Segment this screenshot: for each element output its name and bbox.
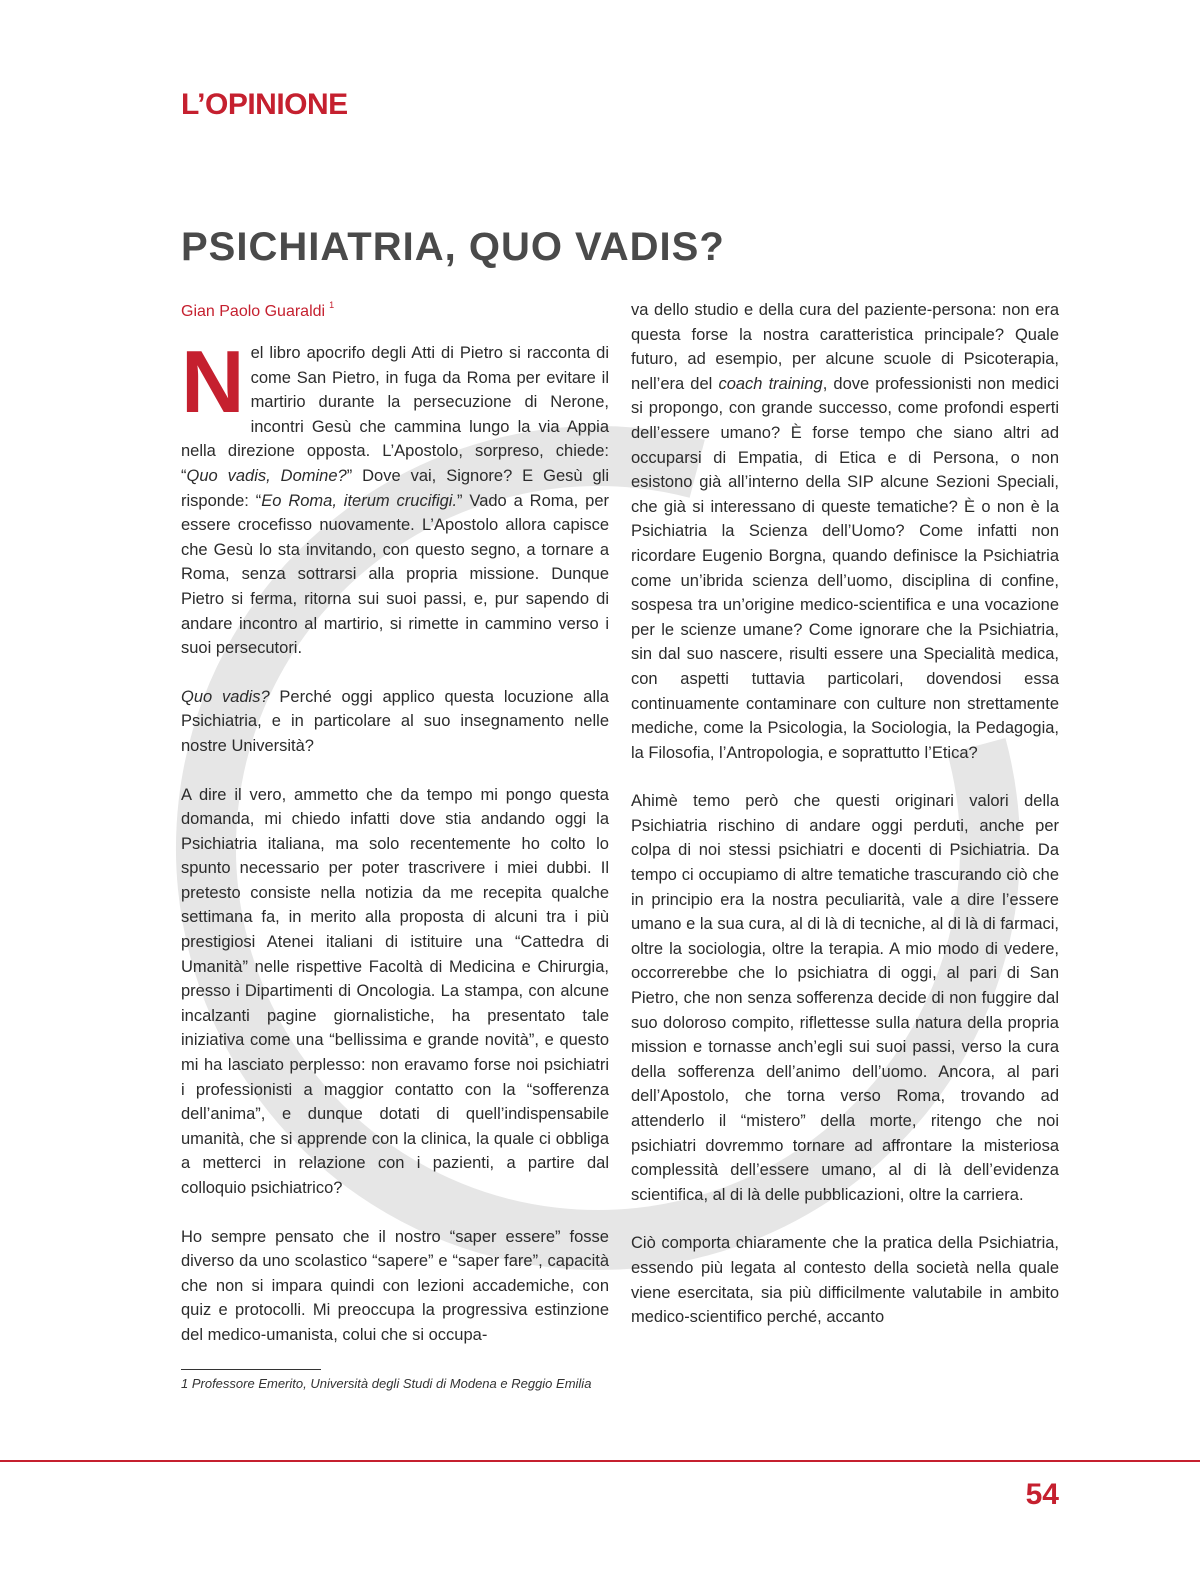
author-line — [181, 300, 334, 321]
paragraph: Quo vadis? Perché oggi applico questa locuzione alla Psichiatria, e in particolare al suo insegnamento nelle nostre Università? — [181, 687, 609, 755]
paragraph: Ho sempre pensato che il nostro “saper essere” fosse diverso da uno scolastico “sapere” e “saper fare”, capacità che non si impara quindi con lezioni accademiche, con quiz e protocolli. Mi preoccupa la progressiva estinzione del medico-umanista, colui che si occupa- — [181, 1227, 609, 1344]
footer-divider — [0, 1460, 1200, 1462]
right-column — [631, 298, 1059, 1330]
paragraph: Nel libro apocrifo degli Atti di Pietro si racconta di come San Pietro, in fuga da Roma per evitare il martirio durante la persecuzione di Nerone, incontri Gesù che cammina lungo la via Appia nella direzione opposta. L’Apostolo, sorpreso, chiede: “Quo vadis, Domine?” Dove vai, Signore? E Gesù gli risponde: “Eo Roma, iterum crucifigi.” Vado a Roma, per essere crocefisso nuovamente. L’Apostolo allora capisce che Gesù lo sta invitando, con questo segno, a tornare a Roma, senza sottrarsi alla propria missione. Dunque Pietro si ferma, ritorna sui suoi passi, e, pur sapendo di andare incontro al martirio, si rimette in cammino verso i suoi persecutori. — [181, 332, 609, 658]
footnote: 1 Professore Emerito, Università degli Studi di Modena e Reggio Emilia — [181, 1376, 592, 1391]
footnote-divider — [181, 1369, 321, 1370]
drop-cap: N — [181, 332, 245, 431]
page-number: 54 — [1025, 1478, 1059, 1511]
article-title: PSICHIATRIA, QUO VADIS? — [181, 225, 725, 269]
paragraph: A dire il vero, ammetto che da tempo mi pongo questa domanda, mi chiedo infatti dove stia andando oggi la Psichiatria italiana, ma solo recentemente ho colto lo spunto necessario per poter trascrivere i miei dubbi. Il pretesto consiste nella notizia da me recepita qualche settimana fa, in merito alla proposta di alcuni tra i più prestigiosi Atenei italiani di istituire una “Cattedra di Umanità” nelle rispettive Facoltà di Medicina e Chirurgia, presso i Dipartimenti di Oncologia. La stampa, con alcune incalzanti pagine giornalistiche, ha presentato tale iniziativa come una “bellissima e grande novità”, e questo mi ha lasciato perplesso: non eravamo forse noi psichiatri i professionisti a maggior contatto con la “sofferenza dell’anima”, e dunque dotati di quell’indispensabile umanità, che si apprende con la clinica, la quale ci obbliga a metterci in relazione con i pazienti, a partire dal colloquio psichiatrico? — [181, 785, 609, 1197]
section-label: L’OPINIONE — [181, 88, 348, 121]
author-footnote-mark: 1 — [329, 300, 335, 310]
paragraph: va dello studio e della cura del paziente-persona: non era questa forse la nostra caratteristica principale? Quale futuro, ad esempio, per alcune scuole di Psicoterapia, nell’era del coach training, dove professionisti non medici si propongo, con grande successo, come profondi esperti dell’essere umano? È forse tempo che siano altri ad occuparsi di Empatia, di Etica e di Persona, o non esistono già all’interno della SIP alcune Sezioni Speciali, che già si interessano di queste tematiche? È o non è la Psichiatria la Scienza dell’Uomo? Come infatti non ricordare Eugenio Borgna, quando definisce la Psichiatria come un’ibrida scienza dell’uomo, disciplina di confine, sospesa tra un’origine medico-scientifica e una vocazione per le scienze umane? Come ignorare che la Psichiatria, sin dal suo nascere, risulti essere una Specialità medica, con aspetti tuttavia particolari, dovendosi essa continuamente contaminare con culture non strettamente mediche, come la Psicologia, la Sociologia, la Pedagogia, la Filosofia, l’Antropologia, e soprattutto l’Etica? — [631, 301, 1060, 762]
paragraph: Ciò comporta chiaramente che la pratica della Psichiatria, essendo più legata al contesto della società nella quale viene esercitata, sia più difficilmente valutabile in ambito medico-scientifico perché, accanto — [631, 1234, 1059, 1327]
left-column — [181, 332, 609, 1348]
paragraph: Ahimè temo però che questi originari valori della Psichiatria rischino di andare oggi perduti, anche per colpa di noi stessi psichiatri e docenti di Psichiatria. Da tempo ci occupiamo di altre tematiche trascurando ciò che in principio era la nostra peculiarità, vale a dire l’essere umano e la sua cura, al di là di tecniche, al di là di farmaci, oltre la sociologia, oltre la terapia. A mio modo di vedere, occorrerebbe che lo psichiatra di oggi, al pari di San Pietro, che non senza sofferenza decide di non fuggire dal suo doloroso compito, riflettesse sulla natura della propria mission e tornasse anch’egli sui suoi passi, verso la cura della sofferenza dell’animo dell’uomo. Ancora, al pari dell’Apostolo, che torna verso Roma, trovando ad attenderlo il “mistero” della morte, ritengo che noi psichiatri dovremmo tornare ad affrontare la misteriosa complessità dell’essere umano, al di là dell’evidenza scientifica, al di là delle pubblicazioni, oltre la carriera. — [631, 792, 1059, 1204]
author-name: Gian Paolo Guaraldi — [181, 303, 326, 320]
